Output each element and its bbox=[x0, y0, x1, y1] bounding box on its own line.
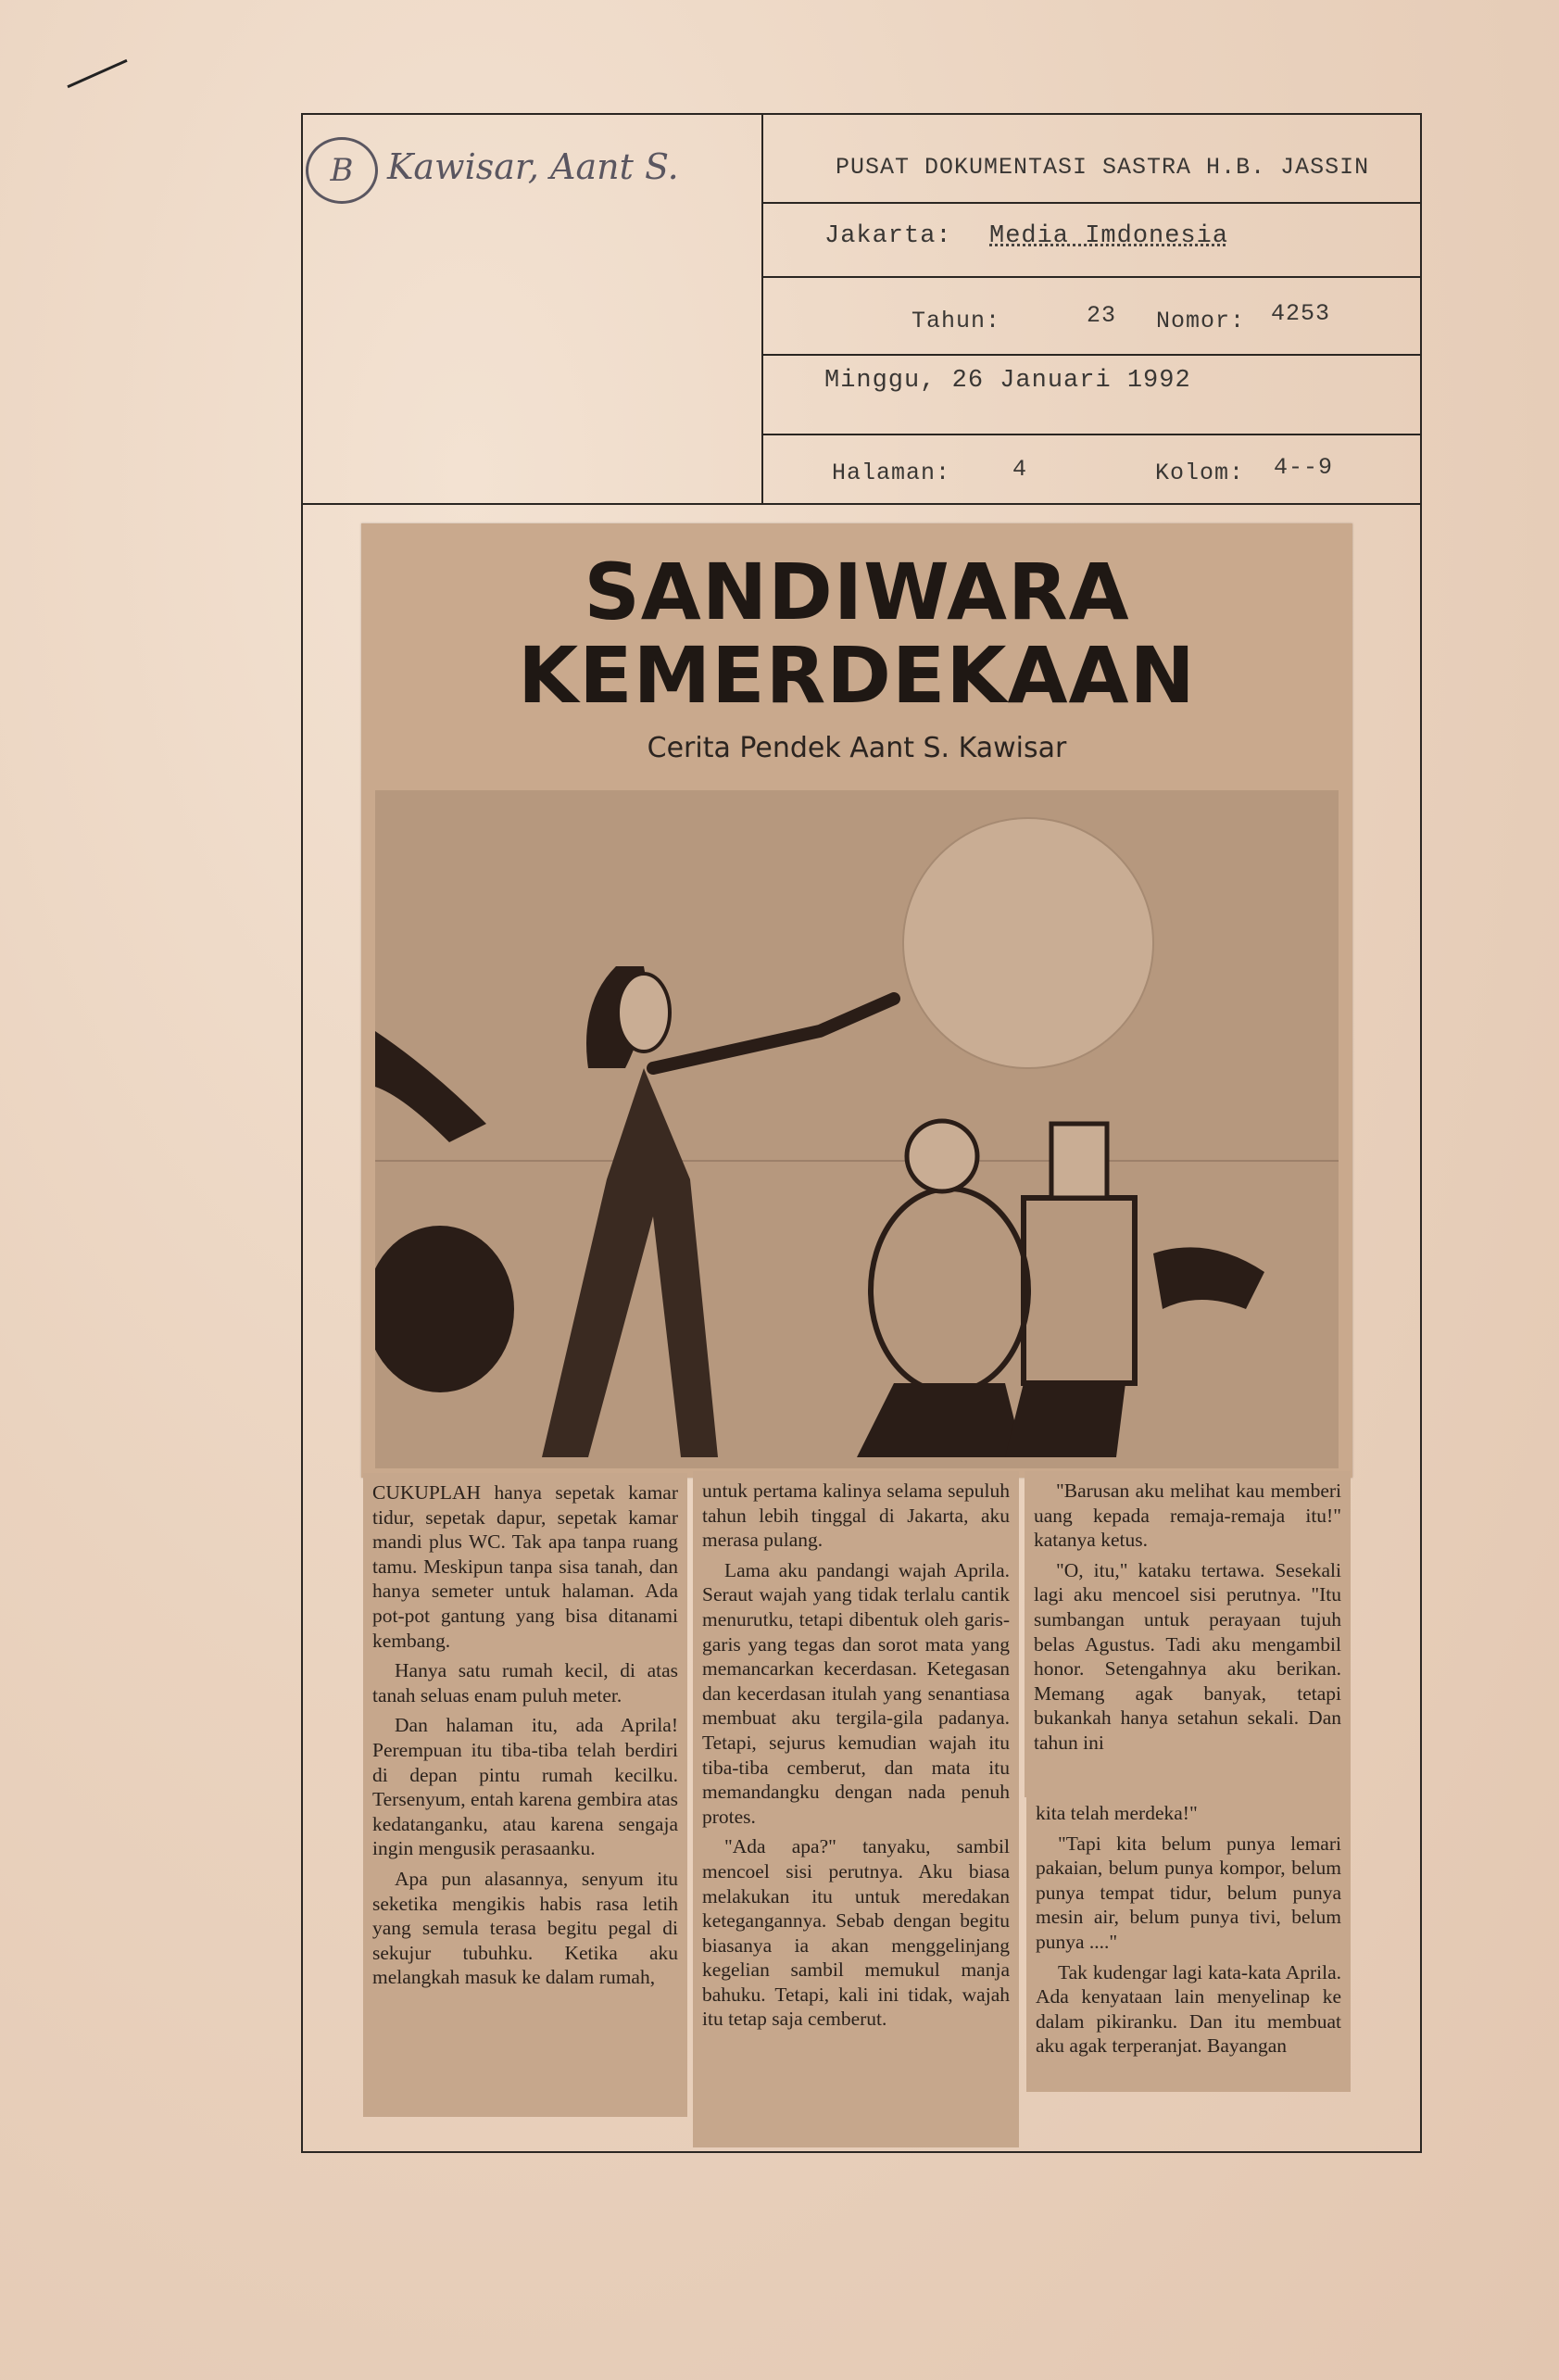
handwritten-code: B bbox=[306, 137, 378, 204]
publication-date: Minggu, 26 Januari 1992 bbox=[824, 367, 1191, 395]
paragraph: CUKUPLAH hanya sepetak kamar tidur, sepetak dapur, sepetak kamar mandi plus WC. Tak apa tanpa ruang tamu. Meskipun tanpa sisa tanah, dan hanya semeter untuk halaman. Ada pot-pot gantung yang bisa ditanami kembang. bbox=[372, 1481, 678, 1652]
paragraph: "Tapi kita belum punya lemari pakaian, belum punya kompor, belum punya tempat tidur, belum punya mesin air, belum punya tivi, belum punya ...." bbox=[1036, 1832, 1341, 1953]
card-top-line bbox=[301, 113, 1422, 115]
page-label: Halaman: bbox=[832, 460, 951, 486]
page-value: 4 bbox=[1012, 456, 1028, 483]
card-right-line bbox=[1420, 113, 1422, 504]
paragraph: Dan halaman itu, ada Aprila! Perempuan itu tiba-tiba telah berdiri di depan pintu rumah kecilku. Tersenyum, entah karena gembira atas kedatanganku, atau karena sengaja ingin mengusik perasaanku. bbox=[372, 1714, 678, 1860]
man2-legs bbox=[1005, 1383, 1125, 1457]
paragraph: Tak kudengar lagi kata-kata Aprila. Ada kenyataan lain menyelinap ke dalam pikiranku. Dan itu membuat aku agak terperanjat. Bayangan bbox=[1036, 1960, 1341, 2058]
paragraph: untuk pertama kalinya selama sepuluh tahun lebih tinggal di Jakarta, aku merasa pulang. bbox=[702, 1480, 1010, 1552]
arm-shape bbox=[653, 999, 894, 1068]
man1-head bbox=[907, 1121, 977, 1191]
illustration-drawing bbox=[375, 790, 1339, 1468]
article-column-2 bbox=[693, 1471, 1019, 2147]
skirt-shape bbox=[375, 1226, 514, 1392]
card-divider-line bbox=[761, 113, 763, 504]
article-subtitle: Cerita Pendek Aant S. Kawisar bbox=[647, 732, 1067, 764]
man1-legs bbox=[857, 1383, 1024, 1457]
frame-left-line bbox=[301, 503, 303, 2152]
paragraph: Lama aku pandangi wajah Aprila. Seraut wajah yang tidak terlalu cantik menurutku, tetapi dibentuk oleh garis-garis yang tegas dan sorot mata yang memancarkan kecerdasan. Ketegasan dan kecerdasan itulah yang senantiasa membuat aku tergila-gila padanya. Tetapi, sejurus kemudian wajah itu tiba-tiba cemberut, dan mata itu memandangku dengan nada penuh protes. bbox=[702, 1558, 1010, 1828]
frame-right-line bbox=[1420, 503, 1422, 2152]
clipping-header bbox=[361, 523, 1352, 1478]
paragraph: Hanya satu rumah kecil, di atas tanah seluas enam puluh meter. bbox=[372, 1659, 678, 1706]
handwritten-author-name: Kawisar, Aant S. bbox=[387, 146, 679, 187]
article-column-1 bbox=[363, 1473, 687, 2117]
year-label: Tahun: bbox=[912, 308, 1001, 334]
paragraph: Apa pun alasannya, senyum itu seketika mengikis habis rasa letih yang semula terasa begitu pegal di sekujur tubuhku. Ketika aku melangkah masuk ke dalam rumah, bbox=[372, 1867, 678, 1989]
paragraph: "O, itu," kataku tertawa. Sesekali lagi aku mencoel sisi perutnya. "Itu sumbangan untuk perayaan tujuh belas Agustus. Tadi aku mengambil honor. Setengahnya aku berikan. Memang agak banyak, tetapi bukankah hanya setahun sekali. Dan tahun ini bbox=[1034, 1558, 1341, 1754]
pen-tick-mark bbox=[67, 59, 127, 88]
card-row-line bbox=[761, 276, 1422, 278]
body-shape bbox=[542, 1068, 718, 1457]
paragraph: "Ada apa?" tanyaku, sambil mencoel sisi perutnya. Aku biasa melakukan itu untuk meredakan ketegangannya. Sebab dengan begitu biasanya ia akan menggelinjang kegelian sambil memukul manja bahuku. Tetapi, kali ini tidak, wajah itu tetap saja cemberut. bbox=[702, 1835, 1010, 2031]
article-column-3a bbox=[1025, 1471, 1351, 1797]
year-value: 23 bbox=[1087, 302, 1117, 329]
man1-body bbox=[871, 1189, 1028, 1392]
article-title-line1: SANDIWARA bbox=[584, 547, 1130, 637]
card-row-line bbox=[761, 434, 1422, 435]
frame-bottom-line bbox=[301, 2151, 1422, 2153]
publication-name: Media Imdonesia bbox=[989, 222, 1229, 250]
article-column-3b bbox=[1026, 1794, 1351, 2092]
card-row-line bbox=[761, 354, 1422, 356]
number-value: 4253 bbox=[1271, 300, 1331, 327]
card-left-line bbox=[301, 113, 303, 504]
card-row-line bbox=[761, 503, 1422, 505]
column-value: 4--9 bbox=[1274, 454, 1334, 481]
paragraph: "Barusan aku melihat kau memberi uang kepada remaja-remaja itu!" katanya ketus. bbox=[1034, 1480, 1341, 1552]
column-label: Kolom: bbox=[1155, 460, 1245, 486]
paragraph: kita telah merdeka!" bbox=[1036, 1802, 1198, 1824]
city-label: Jakarta: bbox=[824, 222, 952, 250]
flag-shape bbox=[375, 1031, 486, 1142]
man2-head bbox=[1051, 1124, 1107, 1198]
institution-name: PUSAT DOKUMENTASI SASTRA H.B. JASSIN bbox=[836, 154, 1370, 181]
moon-shape bbox=[903, 818, 1153, 1068]
article-title-line2: KEMERDEKAAN bbox=[518, 630, 1196, 721]
number-label: Nomor: bbox=[1156, 308, 1246, 334]
card-bottom-line bbox=[301, 503, 761, 505]
card-row-line bbox=[761, 202, 1422, 204]
dog-shape bbox=[1153, 1247, 1264, 1309]
face-shape bbox=[618, 974, 670, 1051]
man2-body bbox=[1024, 1198, 1135, 1383]
story-illustration bbox=[375, 790, 1339, 1468]
